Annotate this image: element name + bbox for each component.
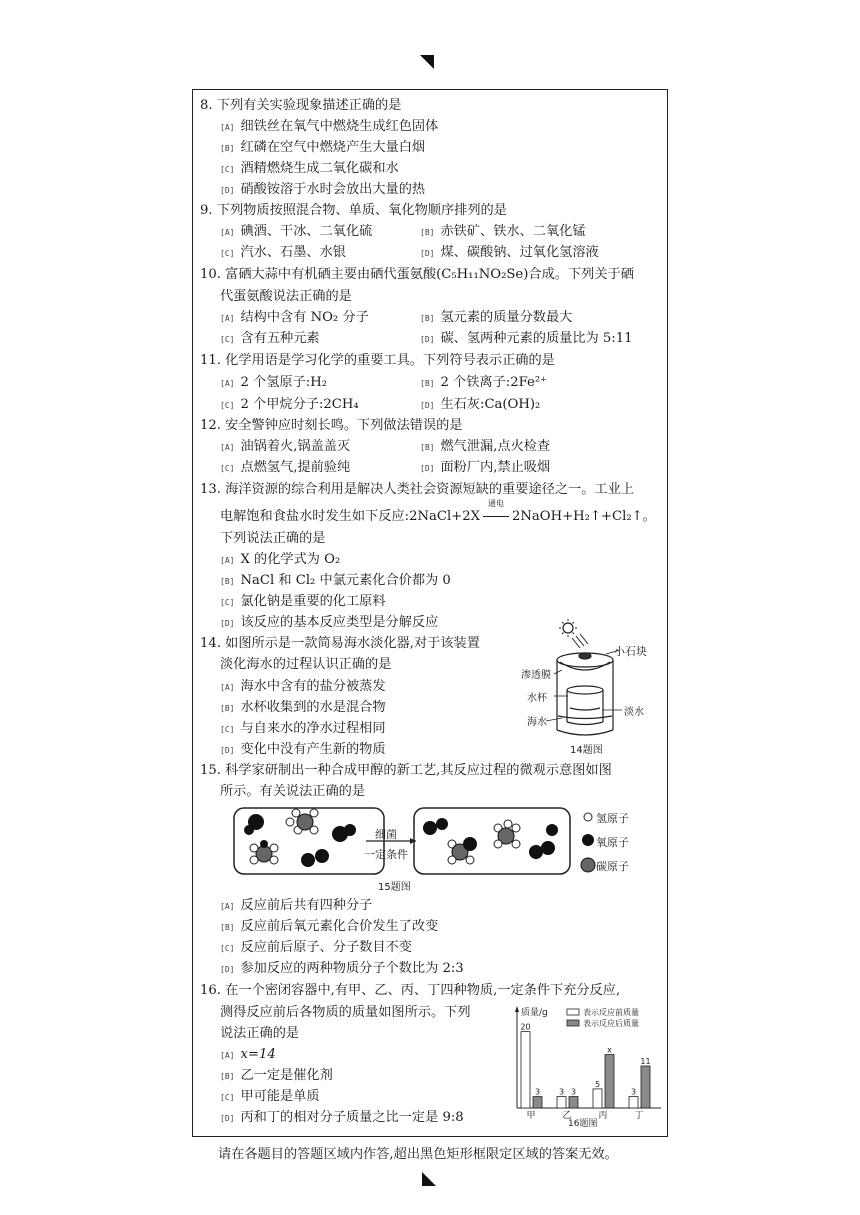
after-box bbox=[414, 808, 570, 874]
q15-stem-line2: 所示。有关说法正确的是 bbox=[220, 784, 366, 799]
q15-option-c: [C] 反应前后原子、分子数目不变 bbox=[220, 940, 412, 955]
q13-option-a: [A] X 的化学式为 O₂ bbox=[220, 552, 341, 567]
legend-carbon: 碳原子 bbox=[596, 860, 629, 873]
corner-mark-top bbox=[420, 55, 434, 69]
bar-value-label: 3 bbox=[534, 1087, 541, 1097]
q10-option-b: [B] 氢元素的质量分数最大 bbox=[420, 310, 573, 325]
label-small-stone: 小石块 bbox=[614, 645, 647, 658]
legend-after-swatch bbox=[567, 1020, 579, 1026]
category-label: 乙 bbox=[562, 1111, 572, 1121]
legend-oxygen-icon bbox=[582, 834, 594, 846]
q14-caption: 14题图 bbox=[570, 745, 603, 756]
bar-after bbox=[641, 1066, 650, 1108]
q14-figure bbox=[510, 618, 660, 758]
category-label: 甲 bbox=[526, 1111, 536, 1121]
q15-stem-line1: 15. 科学家研制出一种合成甲醇的新工艺,其反应过程的微观示意图如图 bbox=[200, 763, 612, 778]
bar-value-label: 3 bbox=[558, 1087, 565, 1097]
bar-before bbox=[521, 1032, 530, 1108]
q16-bar-chart bbox=[505, 1004, 665, 1130]
q9-stem: 9. 下列物质按照混合物、单质、氧化物顺序排列的是 bbox=[200, 203, 507, 218]
q14-option-d: [D] 变化中没有产生新的物质 bbox=[220, 742, 386, 757]
q9-option-c: [C] 汽水、石墨、水银 bbox=[220, 245, 346, 260]
bar-before bbox=[557, 1097, 566, 1108]
q10-option-c: [C] 含有五种元素 bbox=[220, 331, 320, 346]
q8-option-b: [B] 红磷在空气中燃烧产生大量白烟 bbox=[220, 140, 426, 155]
q16-caption: 16题图 bbox=[568, 1119, 598, 1129]
q10-option-d: [D] 碳、氢两种元素的质量比为 5:11 bbox=[420, 331, 633, 346]
label-membrane: 渗透膜 bbox=[521, 670, 551, 681]
q16-option-a: [A] x=14 bbox=[220, 1047, 276, 1062]
bar-before bbox=[593, 1089, 602, 1108]
sun-icon bbox=[559, 619, 588, 648]
q9-option-b: [B] 赤铁矿、铁水、二氧化锰 bbox=[420, 224, 586, 239]
q12-option-b: [B] 燃气泄漏,点火检查 bbox=[420, 439, 551, 454]
q13-option-d: [D] 该反应的基本反应类型是分解反应 bbox=[220, 615, 439, 630]
legend-oxygen: 氧原子 bbox=[596, 836, 629, 849]
q14-stem-line2: 淡化海水的过程认识正确的是 bbox=[220, 657, 392, 672]
q11-option-b: [B] 2 个铁离子:2Fe²⁺ bbox=[420, 375, 548, 390]
q12-option-a: [A] 油锅着火,锅盖盖灭 bbox=[220, 439, 351, 454]
bar-before bbox=[629, 1097, 638, 1108]
after-molecules bbox=[423, 818, 558, 864]
legend-before-swatch bbox=[567, 1009, 579, 1015]
legend-before: 表示反应前质量 bbox=[583, 1008, 639, 1017]
q15-caption: 15题图 bbox=[378, 882, 411, 893]
q14-option-a: [A] 海水中含有的盐分被蒸发 bbox=[220, 679, 386, 694]
legend-hydrogen: 氢原子 bbox=[596, 812, 629, 825]
q10-option-a: [A] 结构中含有 NO₂ 分子 bbox=[220, 310, 369, 325]
y-axis-label: 质量/g bbox=[521, 1008, 548, 1018]
q15-option-b: [B] 反应前后氧元素化合价发生了改变 bbox=[220, 919, 439, 934]
bar-after bbox=[605, 1055, 614, 1108]
q16-option-b: [B] 乙一定是催化剂 bbox=[220, 1068, 333, 1083]
q9-option-a: [A] 碘酒、干冰、二氧化硫 bbox=[220, 224, 373, 239]
q13-option-b: [B] NaCl 和 Cl₂ 中氯元素化合价都为 0 bbox=[220, 573, 451, 588]
q11-option-d: [D] 生石灰:Ca(OH)₂ bbox=[420, 397, 541, 412]
desalinator-container bbox=[557, 653, 613, 735]
q8-stem: 8. 下列有关实验现象描述正确的是 bbox=[200, 98, 402, 113]
before-molecules bbox=[244, 809, 356, 867]
q14-option-c: [C] 与自来水的净水过程相同 bbox=[220, 721, 386, 736]
q8-option-d: [D] 硝酸铵溶于水时会放出大量的热 bbox=[220, 182, 426, 197]
q11-option-c: [C] 2 个甲烷分子:2CH₄ bbox=[220, 397, 359, 412]
q16-stem-line3: 说法正确的是 bbox=[220, 1026, 300, 1041]
bar-value-label: 5 bbox=[594, 1079, 601, 1089]
reaction-condition: 通电 bbox=[488, 499, 504, 508]
q13-stem-line1: 13. 海洋资源的综合利用是解决人类社会资源短缺的重要途径之一。工业上 bbox=[200, 482, 634, 497]
q11-option-a: [A] 2 个氢原子:H₂ bbox=[220, 375, 328, 390]
q14-stem-line1: 14. 如图所示是一款简易海水淡化器,对于该装置 bbox=[200, 636, 480, 651]
bar-value-label: 20 bbox=[520, 1022, 531, 1032]
q15-figure bbox=[230, 800, 650, 880]
category-label: 丙 bbox=[598, 1111, 608, 1121]
legend-after: 表示反应后质量 bbox=[583, 1019, 639, 1028]
q8-option-c: [C] 酒精燃烧生成二氧化碳和水 bbox=[220, 161, 399, 176]
bar-value-label: 11 bbox=[640, 1057, 651, 1066]
category-label: 丁 bbox=[634, 1111, 644, 1121]
q8-option-a: [A] 细铁丝在氧气中燃烧生成红色固体 bbox=[220, 119, 439, 134]
q12-option-c: [C] 点燃氢气,提前验纯 bbox=[220, 460, 351, 475]
q16-stem-line2: 测得反应前后各物质的质量如图所示。下列 bbox=[220, 1005, 471, 1020]
q13-stem-line2: 电解饱和食盐水时发生如下反应:2NaCl+2X 通电 2NaOH+H₂↑+Cl₂↑。 bbox=[220, 499, 656, 524]
q9-option-d: [D] 煤、碳酸钠、过氧化氢溶液 bbox=[420, 245, 599, 260]
q11-stem: 11. 化学用语是学习化学的重要工具。下列符号表示正确的是 bbox=[200, 353, 555, 368]
q10-stem-line2: 代蛋氨酸说法正确的是 bbox=[220, 289, 352, 304]
bar-value-label: 3 bbox=[630, 1087, 637, 1097]
bar-value-label: x bbox=[607, 1045, 612, 1055]
q10-stem-line1: 10. 富硒大蒜中有机硒主要由硒代蛋氨酸(C₅H₁₁NO₂Se)合成。下列关于硒 bbox=[200, 267, 634, 282]
bar-value-label: 3 bbox=[570, 1087, 577, 1097]
label-sea-water: 海水 bbox=[527, 717, 547, 728]
q16-option-d: [D] 丙和丁的相对分子质量之比一定是 9:8 bbox=[220, 1110, 464, 1125]
q14-option-b: [B] 水杯收集到的水是混合物 bbox=[220, 700, 386, 715]
q15-legend bbox=[581, 813, 595, 872]
corner-mark-bottom bbox=[422, 1172, 436, 1186]
q16-stem-line1: 16. 在一个密闭容器中,有甲、乙、丙、丁四种物质,一定条件下充分反应, bbox=[200, 983, 621, 998]
q12-option-d: [D] 面粉厂内,禁止吸烟 bbox=[420, 460, 551, 475]
bar-after bbox=[569, 1097, 578, 1108]
q16-option-c: [C] 甲可能是单质 bbox=[220, 1089, 320, 1104]
label-fresh-water: 淡水 bbox=[624, 707, 644, 718]
bar-after bbox=[533, 1097, 542, 1108]
q13-option-c: [C] 氯化钠是重要的化工原料 bbox=[220, 594, 386, 609]
reaction-condition-2: 一定条件 bbox=[364, 848, 408, 861]
q15-option-d: [D] 参加反应的两种物质分子个数比为 2:3 bbox=[220, 961, 464, 976]
legend-carbon-icon bbox=[581, 858, 595, 872]
q15-option-a: [A] 反应前后共有四种分子 bbox=[220, 898, 373, 913]
label-cup: 水杯 bbox=[527, 693, 547, 704]
q13-stem-line3: 下列说法正确的是 bbox=[220, 531, 326, 546]
footer-note: 请在各题目的答题区域内作答,超出黑色矩形框限定区域的答案无效。 bbox=[218, 1147, 618, 1162]
reaction-condition-1: 细菌 bbox=[375, 828, 397, 841]
legend-hydrogen-icon bbox=[584, 813, 592, 821]
q12-stem: 12. 安全警钟应时刻长鸣。下列做法错误的是 bbox=[200, 418, 463, 433]
